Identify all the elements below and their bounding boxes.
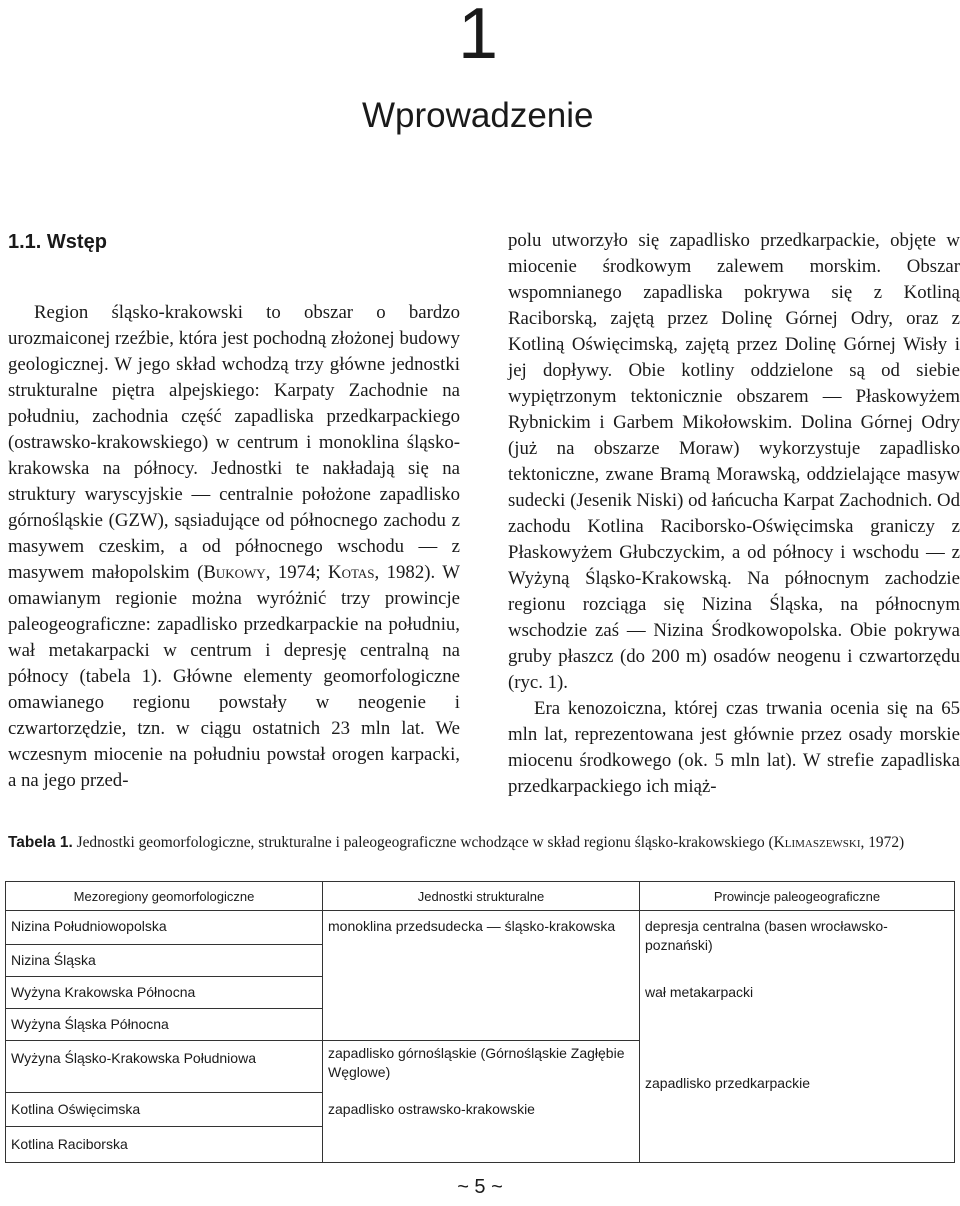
page-number: ~ 5 ~ (457, 1176, 503, 1198)
table-cell: Wyżyna Śląska Północna (6, 1009, 323, 1041)
table-row (6, 911, 955, 945)
column-header: Mezoregiony geomorfologiczne (6, 882, 323, 911)
column-header: Jednostki strukturalne (323, 882, 640, 911)
table-header-row (6, 882, 955, 911)
table-cell: Wyżyna Śląsko-Krakowska Południowa (6, 1041, 323, 1093)
citation-year: , 1972) (860, 834, 905, 851)
table-cell-empty (323, 1127, 640, 1163)
paragraph-text: , 1982). W omawianym regionie można wyróżnić trzy prowincje paleogeograficzne: zapadlisko przedkarpackie na południu, wał metakarpacki w centrum i depresję centralną na północy (tabela 1). Główne elementy geomorfologiczne omawianego regionu powstały w neogenie i czwartorzędzie, tzn. w ciągu ostatnich 23 mln lat. We wczesnym miocenie na południu powstał orogen karpacki, a na jego przed- (8, 562, 460, 791)
paragraph: Era kenozoiczna, której czas trwania ocenia się na 65 mln lat, reprezentowana jest głównie przez osady morskie miocenu środkowego (ok. 5 mln lat). W strefie zapadliska przedkarpackiego ich miąż- (508, 698, 960, 797)
table-cell: Kotlina Raciborska (6, 1127, 323, 1163)
paragraph (8, 300, 460, 794)
table-cell: zapadlisko przedkarpackie (640, 1041, 955, 1127)
table-cell: Nizina Śląska (6, 945, 323, 977)
citation-author: Kotas (328, 562, 375, 583)
chapter-number: 1 (457, 0, 498, 74)
section-title: 1.1. Wstęp (8, 231, 107, 253)
table-cell: wał metakarpacki (640, 977, 955, 1009)
paragraph-text: Region śląsko-krakowski to obszar o bardzo urozmaiconej rzeźbie, która jest pochodną złożonej budowy geologicznej. W jego skład wchodzą trzy główne jednostki strukturalne piętra alpejskiego: Karpaty Zachodnie na południu, zachodnia część zapadliska przedkarpackiego (ostrawsko-krakowskiego) w centrum i monoklina śląsko-krakowska na północy. Jednostki te nakładają się na struktury waryscyjskie — centralnie położone zapadlisko górnośląskie (GZW), sąsiadujące od północnego zachodu z masywem czeskim, a od północnego wschodu — z masywem małopolskim ( (8, 302, 460, 583)
table-label: Tabela 1. (8, 834, 73, 851)
table-cell-empty (640, 1009, 955, 1041)
table-cell: depresja centralna (basen wrocławsko-poznański) (640, 911, 955, 977)
column-header: Prowincje paleogeograficzne (640, 882, 955, 911)
table-row (6, 1041, 955, 1093)
table-row (6, 977, 955, 1009)
citation-year: , 1974; (265, 562, 329, 583)
table-cell-empty (323, 977, 640, 1009)
caption-text: Jednostki geomorfologiczne, strukturalne i paleogeograficzne wchodzące w skład regionu śląsko-krakowskiego ( (72, 834, 774, 851)
table-cell: zapadlisko górnośląskie (Górnośląskie Zagłębie Węglowe) (323, 1041, 640, 1093)
table-cell: Wyżyna Krakowska Północna (6, 977, 323, 1009)
table-cell: monoklina przedsudecka — śląsko-krakowska (323, 911, 640, 977)
table-cell: Kotlina Oświęcimska (6, 1093, 323, 1127)
table-row (6, 1009, 955, 1041)
table-cell: zapadlisko ostrawsko-krakowskie (323, 1093, 640, 1127)
paragraph: polu utworzyło się zapadlisko przedkarpackie, objęte w miocenie środkowym zalewem morskim. Obszar wspomnianego zapadliska pokrywa się z Kotliną Raciborską, zajętą przez Dolinę Górnej Odry, oraz z Kotliną Oświęcimską, zajętą przez Dolinę Górnej Wisły i jej dopływy. Obie kotliny oddzielone są od siebie wypiętrzonym tektonicznie obszarem — Płaskowyżem Rybnickim i Garbem Mikołowskim. Dolina Górnej Odry (już na obszarze Moraw) wykorzystuje zapadlisko tektoniczne, zwane Bramą Morawską, oddzielające masyw sudecki (Jesenik Niski) od łańcucha Karpat Zachodnich. Od zachodu Kotlina Raciborsko-Oświęcimska graniczy z Płaskowyżem Głubczyckim, a od północy i wschodu — z Wyżyną Śląsko-Krakowską. Na północnym zachodzie regionu rozciąga się Nizina Śląska, na północnym wschodzie zaś — Nizina Środkowopolska. Obie pokrywa gruby płaszcz (do 200 m) osadów neogenu i czwartorzędu (ryc. 1). (508, 230, 960, 693)
left-column (8, 300, 460, 794)
table-cell: Nizina Południowopolska (6, 911, 323, 945)
table-cell-empty (323, 1009, 640, 1041)
units-table (5, 881, 955, 1163)
right-column (508, 228, 960, 800)
table-caption (8, 832, 960, 854)
chapter-title: Wprowadzenie (362, 96, 594, 135)
table-row (6, 1127, 955, 1163)
citation-author: Klimaszewski (773, 834, 861, 851)
citation-author: Bukowy (203, 562, 266, 583)
table-cell-empty (640, 1127, 955, 1163)
